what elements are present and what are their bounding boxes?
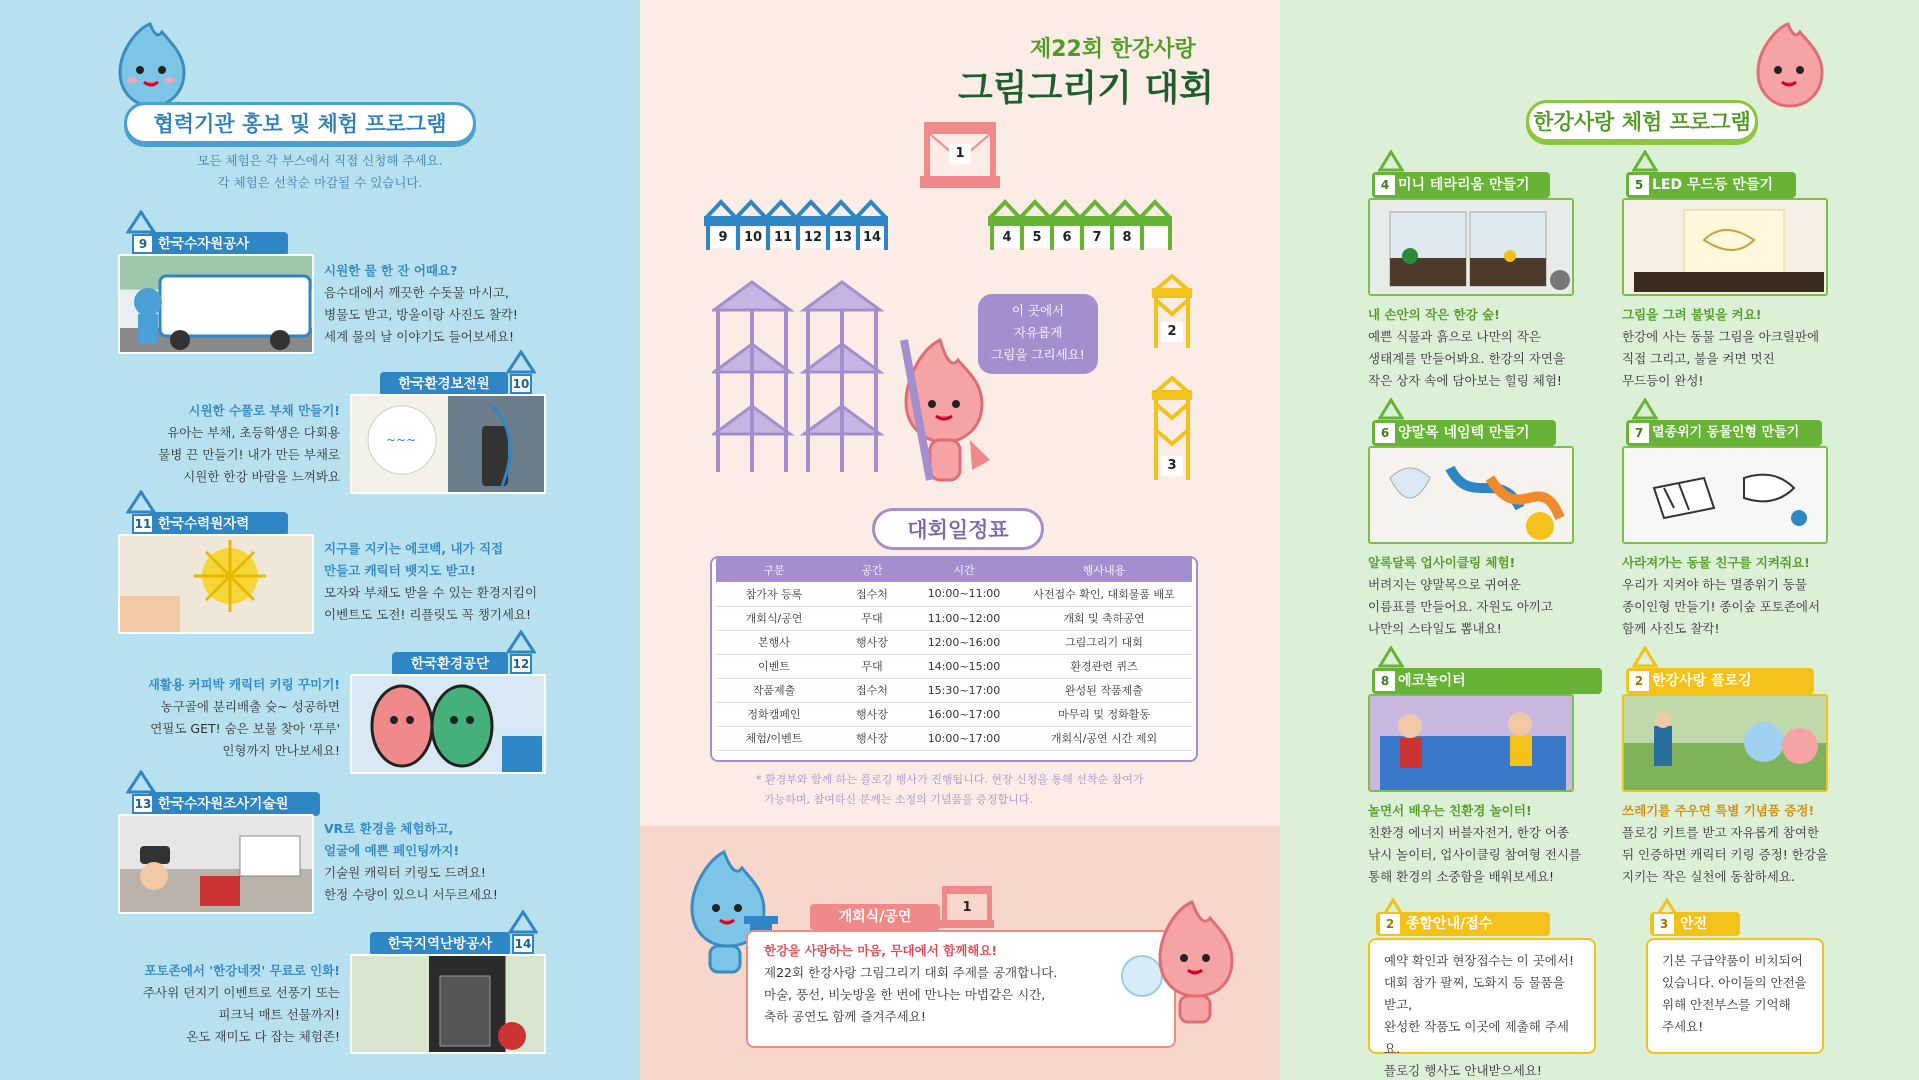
right-panel [1280,0,1919,1080]
table-row [716,678,1192,702]
col-header: 행사내용 [1016,558,1192,582]
program-7-tag [1626,420,1822,446]
desc-line: 친환경 에너지 버블자전거, 한강 어종 [1368,825,1569,840]
table-row [716,582,1192,606]
opening-line: 제22회 한강사랑 그림그리기 대회 주제를 공개합니다. [764,965,1058,980]
booth-9: 9 [711,228,735,248]
booth-roof-icon [1632,398,1658,420]
cell: 10:00~17:00 [912,726,1016,750]
desc-line: 종이인형 만들기! 종이숲 포토존에서 [1622,599,1821,614]
desc-headline: 알록달록 업사이클링 체험! [1368,555,1516,570]
booth-14: 14 [860,228,884,248]
cell: 개회식/공연 [716,606,832,630]
cell: 체험/이벤트 [716,726,832,750]
blue-droplet-mascot-icon [108,20,194,110]
cell: 무대 [832,654,912,678]
booth-4: 4 [995,228,1019,248]
note-line: 가능하며, 참여하신 분께는 소정의 기념품을 증정합니다. [764,793,1033,806]
program-7-photo [1622,446,1828,544]
org-name: 한국환경보전원 [380,372,508,396]
desc-line: 유아는 부채, 초등학생은 다회용 [167,425,340,440]
program-4-photo [1368,198,1574,296]
cell: 개회식/공연 시간 제외 [1016,726,1192,750]
info-reception-box [1368,938,1596,1078]
booth-roof-icon [1378,646,1404,668]
program-4-desc [1368,304,1573,392]
org-name: 한국지역난방공사 [370,932,510,956]
info-num: 3 [1654,914,1674,934]
booth-2: 2 [1161,322,1183,342]
info-line: 예약 확인과 현장접수는 이 곳에서! [1384,953,1574,968]
note-line-2: 각 체험은 선착순 마감될 수 있습니다. [217,175,423,190]
org-13-desc [324,818,524,906]
event-title: 그림그리기 대회 [958,68,1214,109]
opening-headline: 한강을 사랑하는 마음, 무대에서 함께해요! [764,943,998,958]
program-8-desc [1368,800,1588,888]
program-8-tag [1372,668,1602,694]
program-name: 미니 테라리움 만들기 [1398,177,1530,193]
cell: 접수처 [832,678,912,702]
info-line: 플로깅 행사도 안내받으세요! [1384,1063,1542,1078]
opening-line: 축하 공연도 함께 즐겨주세요! [764,1009,926,1024]
cell: 행사장 [832,702,912,726]
booth-11: 11 [771,228,795,248]
opening-tag: 개회식/공연 [810,904,940,930]
desc-headline: 놀면서 배우는 친환경 놀이터! [1368,803,1532,818]
cell: 행사장 [832,726,912,750]
program-num: 8 [1375,671,1395,691]
org-num: 14 [512,934,534,954]
opening-stage-marker [940,884,994,930]
info-line: 완성한 작품도 이곳에 제출해 주세요. [1384,1019,1569,1056]
left-note [150,150,490,194]
org-num: 11 [132,514,154,534]
program-name: 양말목 네임텍 만들기 [1398,425,1530,441]
desc-line: 함께 사진도 찰칵! [1622,621,1720,636]
desc-line: 인형까지 만나보세요! [222,743,340,758]
desc-line: 통해 환경의 소중함을 배워보세요! [1368,869,1554,884]
cell: 그림그리기 대회 [1016,630,1192,654]
desc-line: 무드등이 완성! [1622,373,1704,388]
cell: 완성된 작품제출 [1016,678,1192,702]
schedule-note [756,770,1176,810]
opening-line: 마술, 풍선, 비눗방울 한 번에 만나는 마법같은 시간, [764,987,1046,1002]
program-name: 한강사랑 플로깅 [1652,673,1752,689]
booth-roof-icon [506,350,536,374]
cell: 16:00~17:00 [912,702,1016,726]
org-name: 한국수자원공사 [148,232,288,256]
opening-info-box [746,930,1176,1048]
table-row [716,606,1192,630]
booth-13: 13 [831,228,855,248]
program-8-photo [1368,694,1574,792]
cell: 15:30~17:00 [912,678,1016,702]
center-panel [640,0,1280,1080]
org-9-desc [324,260,524,348]
desc-line: 물병 끈 만들기! 내가 만든 부채로 [158,447,340,462]
booth-roof-icon [506,630,536,654]
desc-line: 직접 그리고, 불을 켜면 멋진 [1622,351,1775,366]
cell: 12:00~16:00 [912,630,1016,654]
program-name: 에코놀이터 [1398,673,1466,689]
desc-line: 온도 재미도 다 잡는 체험존! [186,1029,340,1044]
desc-line: 세계 물의 날 이야기도 들어보세요! [324,329,514,344]
program-5-tag [1626,172,1796,198]
org-10-photo [350,394,546,494]
yellow-booth-2 [1150,272,1194,352]
desc-line: 지키는 작은 실천에 동참하세요. [1622,869,1795,884]
info-name: 종합안내/접수 [1406,916,1493,932]
info-reception-tag [1376,912,1550,936]
schedule-table [716,558,1192,751]
program-2-desc [1622,800,1842,888]
cell: 14:00~15:00 [912,654,1016,678]
org-11-photo [118,534,314,634]
info-line: 주세요! [1662,1019,1704,1034]
cell: 무대 [832,606,912,630]
desc-headline: 시원한 물 한 잔 어때요? [324,263,458,278]
booth-roof-icon [1378,398,1404,420]
org-10-desc [140,400,340,488]
col-header: 공간 [832,558,912,582]
cell: 10:00~11:00 [912,582,1016,606]
cell: 접수처 [832,582,912,606]
booth-roof-icon [1632,150,1658,172]
desc-line: 한정 수량이 있으니 서두르세요! [324,887,498,902]
opening-section [640,826,1280,1080]
desc-line: 작은 상자 속에 담아보는 힐링 체험! [1368,373,1562,388]
desc-headline: 쓰레기를 주우면 특별 기념품 증정! [1622,803,1815,818]
note-line-1: 모든 체험은 각 부스에서 직접 신청해 주세요. [197,153,443,168]
stage-number: 1 [949,144,971,164]
desc-headline: 사라져가는 동물 친구를 지켜줘요! [1622,555,1810,570]
org-9-photo [118,254,314,354]
info-line: 대회 참가 팔찌, 도화지 등 물품을 받고, [1384,975,1565,1012]
desc-headline: 시원한 수풀로 부채 만들기! [188,403,340,418]
booth-roof-icon [508,910,538,934]
info-name: 안전 [1680,916,1708,932]
program-4-tag [1372,172,1550,198]
org-num: 9 [132,234,154,254]
org-num: 13 [132,794,154,814]
speech-bubble [978,294,1098,374]
desc-line: 병물도 받고, 방울이랑 사진도 찰칵! [324,307,518,322]
program-2-photo [1622,694,1828,792]
info-line: 기본 구급약품이 비치되어 [1662,953,1803,968]
desc-line: 나만의 스타일도 뽐내요! [1368,621,1502,636]
booth-roof-icon [126,770,156,794]
desc-headline: 새활용 커피박 캐릭터 키링 꾸미기! [147,677,340,692]
org-name: 한국수력원자력 [148,512,288,536]
svg-text:~~~: ~~~ [386,433,417,447]
desc-line: 플로깅 키트를 받고 자유롭게 참여한 [1622,825,1820,840]
bubble-line: 이 곳에서 [1011,303,1065,318]
info-safety-box [1646,938,1824,1054]
desc-line: 기술원 캐릭터 키링도 드려요! [324,865,486,880]
cell: 11:00~12:00 [912,606,1016,630]
left-section-title: 협력기관 홍보 및 체험 프로그램 [124,102,476,144]
program-num: 5 [1629,175,1649,195]
right-section-title: 한강사랑 체험 프로그램 [1526,100,1758,142]
drawing-area-tents-icon [712,276,892,476]
bubble-line: 그림을 그리세요! [991,347,1085,362]
program-2-tag [1626,668,1814,694]
pink-mascot-bubble-icon [1120,896,1240,1026]
booth-5: 5 [1025,228,1049,248]
desc-line: 낚시 놀이터, 업사이클링 참여형 전시를 [1368,847,1582,862]
booth-roof-icon [126,490,156,514]
desc-line: 생태계를 만들어봐요. 한강의 자연을 [1368,351,1566,366]
desc-line: 농구골에 분리배출 슛~ 성공하면 [160,699,340,714]
desc-line: 뒤 인증하면 캐릭터 키링 증정! 한강을 [1622,847,1829,862]
cell: 행사장 [832,630,912,654]
booth-6: 6 [1055,228,1079,248]
desc-line: 모자와 부채도 받을 수 있는 환경지킴이 [324,585,538,600]
cell: 참가자 등록 [716,582,832,606]
program-name: LED 무드등 만들기 [1652,177,1773,193]
desc-headline: 포토존에서 '한강네컷' 무료로 인화! [144,963,340,978]
info-line: 위해 안전부스를 기억해 [1662,997,1791,1012]
opening-stage-number: 1 [962,900,972,915]
pink-droplet-mascot-icon [1746,20,1832,110]
col-header: 구분 [716,558,832,582]
schedule-header-row [716,558,1192,582]
booth-7: 7 [1085,228,1109,248]
table-row [716,702,1192,726]
desc-headline: 그림을 그려 불빛을 켜요! [1622,307,1762,322]
table-row [716,630,1192,654]
desc-line: 버려지는 양말목으로 귀여운 [1368,577,1521,592]
green-booth-row [988,198,1178,252]
desc-line: 이벤트도 도전! 리플릿도 꼭 챙기세요! [324,607,532,622]
schedule-title: 대회일정표 [872,508,1044,550]
program-num: 2 [1629,671,1649,691]
desc-line: 이름표를 만들어요. 자원도 아끼고 [1368,599,1553,614]
desc-line: 연필도 GET! 숨은 보물 찾아 '푸루' [150,721,340,736]
info-num: 2 [1380,914,1400,934]
desc-headline: 지구를 지키는 에코백, 내가 직접 [324,541,504,556]
desc-line: 피크닉 매트 선물까지! [218,1007,340,1022]
booth-10: 10 [741,228,765,248]
booth-roof-icon [1378,150,1404,172]
org-12-photo [350,674,546,774]
info-line: 있습니다. 아이들의 안전을 [1662,975,1807,990]
booth-roof-icon [1632,646,1658,668]
event-subtitle: 제22회 한강사랑 [1030,37,1196,62]
desc-headline: 만들고 캐릭터 뱃지도 받고! [324,563,476,578]
note-line: * 환경부와 함께 하는 플로깅 행사가 진행됩니다. 현장 신청을 통해 선착순 참여가 [756,773,1144,786]
stage-map-marker [920,120,1000,190]
left-panel [0,0,640,1080]
table-row [716,654,1192,678]
info-safety-tag [1650,912,1740,936]
desc-headline: 내 손안의 작은 한강 숲! [1368,307,1500,322]
bubble-line: 자유롭게 [1013,325,1063,340]
booth-3: 3 [1161,456,1183,476]
cell: 환경관련 퀴즈 [1016,654,1192,678]
cell: 본행사 [716,630,832,654]
desc-headline: VR로 환경을 체험하고, [324,821,454,836]
org-num: 10 [510,374,532,394]
desc-line: 예쁜 식물과 흙으로 나만의 작은 [1368,329,1541,344]
booth-empty [1144,228,1168,248]
desc-line: 우리가 지켜야 하는 멸종위기 동물 [1622,577,1807,592]
desc-headline: 얼굴에 예쁜 페인팅까지! [324,843,460,858]
desc-line: 음수대에서 깨끗한 수돗물 마시고, [324,285,509,300]
org-11-desc [324,538,544,626]
blue-booth-row [704,198,894,252]
desc-line: 주사위 던지기 이벤트로 선풍기 또는 [142,985,340,1000]
cell: 정화캠페인 [716,702,832,726]
org-13-photo [118,814,314,914]
org-14-photo [350,954,546,1054]
booth-12: 12 [801,228,825,248]
program-num: 4 [1375,175,1395,195]
program-num: 7 [1629,423,1649,443]
program-5-desc [1622,304,1827,392]
program-6-tag [1372,420,1556,446]
program-6-photo [1368,446,1574,544]
program-5-photo [1622,198,1828,296]
yellow-booth-3 [1150,374,1194,484]
cell: 작품제출 [716,678,832,702]
desc-line: 시원한 한강 바람을 느껴봐요 [183,469,340,484]
cell: 개회 및 축하공연 [1016,606,1192,630]
org-12-desc [120,674,340,762]
booth-8: 8 [1115,228,1139,248]
col-header: 시간 [912,558,1016,582]
program-num: 6 [1375,423,1395,443]
cell: 이벤트 [716,654,832,678]
org-name: 한국환경공단 [392,652,508,676]
cell: 사전접수 확인, 대회물품 배포 [1016,582,1192,606]
org-14-desc [110,960,340,1048]
desc-line: 한강에 사는 동물 그림을 아크릴판에 [1622,329,1820,344]
program-7-desc [1622,552,1827,640]
org-name: 한국수자원조사기술원 [148,792,320,816]
booth-roof-icon [126,210,156,234]
program-6-desc [1368,552,1573,640]
cell: 마무리 및 정화활동 [1016,702,1192,726]
table-row [716,726,1192,750]
org-num: 12 [510,654,532,674]
program-name: 멸종위기 동물인형 만들기 [1652,425,1800,440]
